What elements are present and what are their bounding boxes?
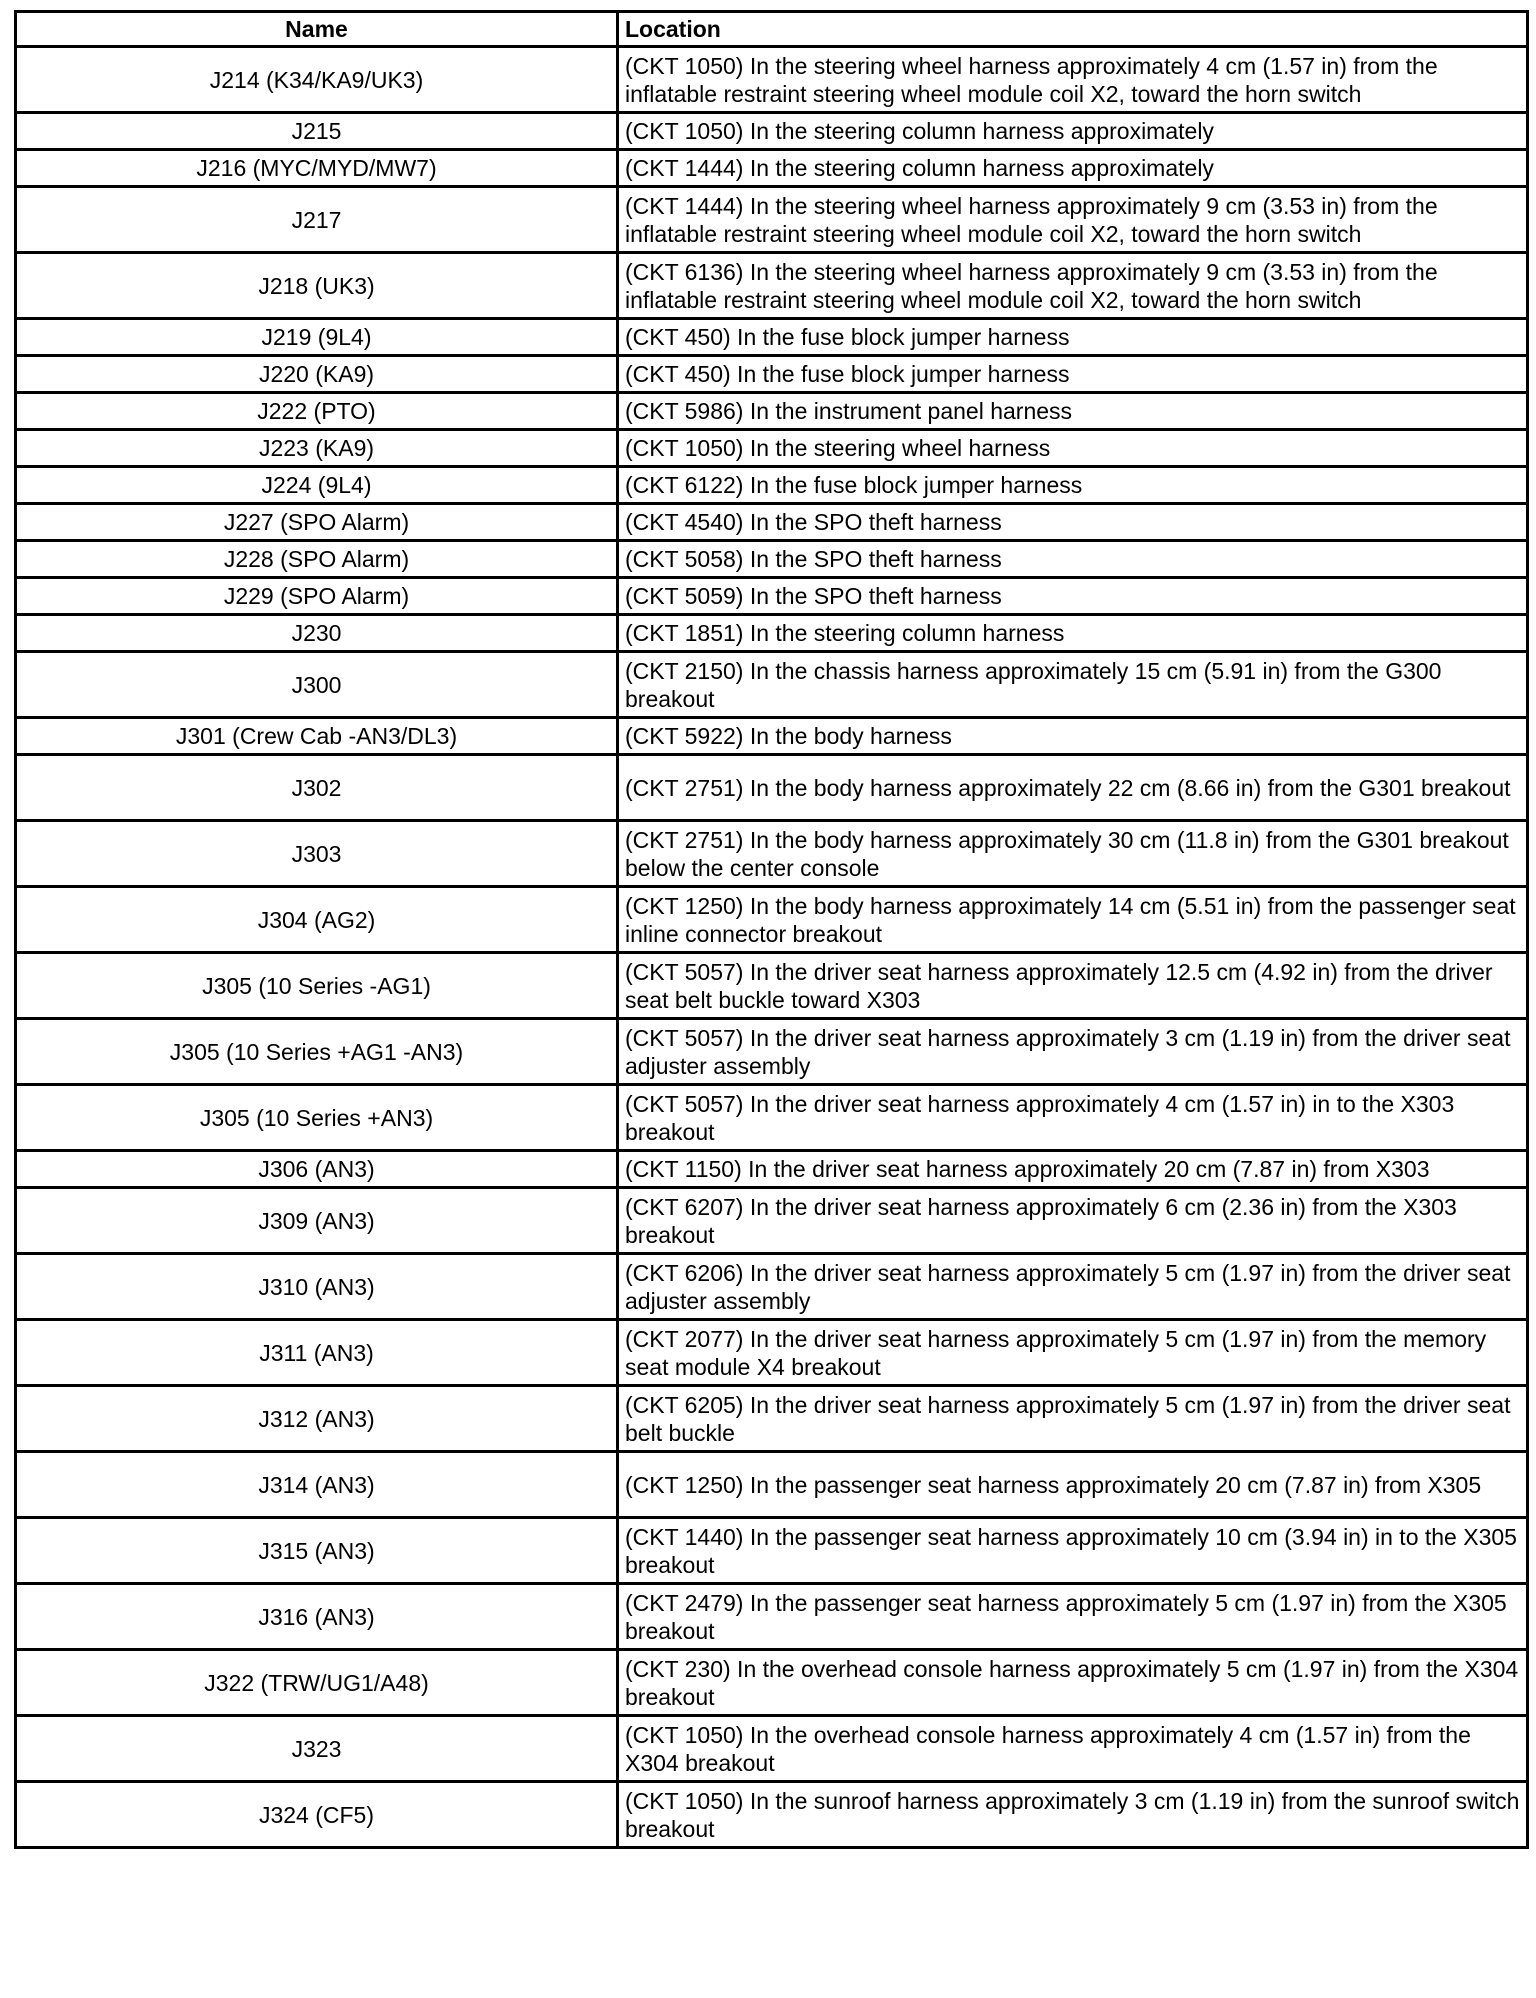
cell-name: J315 (AN3) <box>16 1518 618 1584</box>
cell-location: (CKT 5986) In the instrument panel harness <box>618 393 1528 430</box>
table-row <box>16 47 1528 113</box>
table-row <box>16 319 1528 356</box>
table-row <box>16 1650 1528 1716</box>
cell-location: (CKT 1444) In the steering wheel harness approximately 9 cm (3.53 in) from the inflatable restraint steering wheel module coil X2, toward the horn switch <box>618 187 1528 253</box>
cell-location: (CKT 5059) In the SPO theft harness <box>618 578 1528 615</box>
cell-name: J229 (SPO Alarm) <box>16 578 618 615</box>
table-row <box>16 755 1528 821</box>
table-row <box>16 1782 1528 1848</box>
cell-location: (CKT 4540) In the SPO theft harness <box>618 504 1528 541</box>
cell-location: (CKT 2150) In the chassis harness approximately 15 cm (5.91 in) from the G300 breakout <box>618 652 1528 718</box>
cell-name: J303 <box>16 821 618 887</box>
table-row <box>16 253 1528 319</box>
cell-location: (CKT 5057) In the driver seat harness approximately 3 cm (1.19 in) from the driver seat adjuster assembly <box>618 1019 1528 1085</box>
table-row <box>16 113 1528 150</box>
cell-name: J310 (AN3) <box>16 1254 618 1320</box>
cell-location: (CKT 1050) In the steering wheel harness approximately 4 cm (1.57 in) from the inflatable restraint steering wheel module coil X2, toward the horn switch <box>618 47 1528 113</box>
table-row <box>16 1518 1528 1584</box>
cell-name: J306 (AN3) <box>16 1151 618 1188</box>
table-row <box>16 1320 1528 1386</box>
cell-location: (CKT 6136) In the steering wheel harness approximately 9 cm (3.53 in) from the inflatable restraint steering wheel module coil X2, toward the horn switch <box>618 253 1528 319</box>
cell-location: (CKT 230) In the overhead console harness approximately 5 cm (1.97 in) from the X304 breakout <box>618 1650 1528 1716</box>
cell-location: (CKT 6206) In the driver seat harness approximately 5 cm (1.97 in) from the driver seat adjuster assembly <box>618 1254 1528 1320</box>
cell-location: (CKT 1050) In the sunroof harness approximately 3 cm (1.19 in) from the sunroof switch breakout <box>618 1782 1528 1848</box>
cell-location: (CKT 1150) In the driver seat harness approximately 20 cm (7.87 in) from X303 <box>618 1151 1528 1188</box>
cell-name: J218 (UK3) <box>16 253 618 319</box>
table-body <box>16 47 1528 1848</box>
cell-name: J230 <box>16 615 618 652</box>
cell-name: J305 (10 Series +AG1 -AN3) <box>16 1019 618 1085</box>
cell-name: J220 (KA9) <box>16 356 618 393</box>
cell-location: (CKT 2077) In the driver seat harness approximately 5 cm (1.97 in) from the memory seat module X4 breakout <box>618 1320 1528 1386</box>
cell-name: J305 (10 Series +AN3) <box>16 1085 618 1151</box>
cell-name: J223 (KA9) <box>16 430 618 467</box>
cell-location: (CKT 1851) In the steering column harness <box>618 615 1528 652</box>
table-row <box>16 541 1528 578</box>
table-row <box>16 1019 1528 1085</box>
cell-location: (CKT 6205) In the driver seat harness approximately 5 cm (1.97 in) from the driver seat belt buckle <box>618 1386 1528 1452</box>
cell-name: J322 (TRW/UG1/A48) <box>16 1650 618 1716</box>
table-row <box>16 1254 1528 1320</box>
cell-location: (CKT 5058) In the SPO theft harness <box>618 541 1528 578</box>
cell-name: J301 (Crew Cab -AN3/DL3) <box>16 718 618 755</box>
splice-location-table <box>14 10 1529 1849</box>
cell-location: (CKT 1444) In the steering column harness approximately <box>618 150 1528 187</box>
cell-location: (CKT 1050) In the steering wheel harness <box>618 430 1528 467</box>
table-row <box>16 393 1528 430</box>
table-row <box>16 821 1528 887</box>
table-row <box>16 150 1528 187</box>
cell-name: J316 (AN3) <box>16 1584 618 1650</box>
cell-location: (CKT 2751) In the body harness approximately 30 cm (11.8 in) from the G301 breakout below the center console <box>618 821 1528 887</box>
cell-name: J215 <box>16 113 618 150</box>
cell-name: J217 <box>16 187 618 253</box>
cell-name: J311 (AN3) <box>16 1320 618 1386</box>
cell-location: (CKT 450) In the fuse block jumper harness <box>618 319 1528 356</box>
cell-name: J314 (AN3) <box>16 1452 618 1518</box>
cell-location: (CKT 1250) In the passenger seat harness approximately 20 cm (7.87 in) from X305 <box>618 1452 1528 1518</box>
table-row <box>16 1386 1528 1452</box>
cell-location: (CKT 450) In the fuse block jumper harness <box>618 356 1528 393</box>
cell-location: (CKT 6207) In the driver seat harness approximately 6 cm (2.36 in) from the X303 breakout <box>618 1188 1528 1254</box>
cell-name: J227 (SPO Alarm) <box>16 504 618 541</box>
cell-name: J214 (K34/KA9/UK3) <box>16 47 618 113</box>
table-row <box>16 887 1528 953</box>
table-row <box>16 718 1528 755</box>
cell-name: J302 <box>16 755 618 821</box>
cell-location: (CKT 1050) In the overhead console harness approximately 4 cm (1.57 in) from the X304 breakout <box>618 1716 1528 1782</box>
cell-name: J323 <box>16 1716 618 1782</box>
cell-name: J300 <box>16 652 618 718</box>
cell-name: J222 (PTO) <box>16 393 618 430</box>
cell-name: J219 (9L4) <box>16 319 618 356</box>
table-row <box>16 1452 1528 1518</box>
cell-location: (CKT 2479) In the passenger seat harness approximately 5 cm (1.97 in) from the X305 breakout <box>618 1584 1528 1650</box>
table-row <box>16 1188 1528 1254</box>
table-row <box>16 504 1528 541</box>
cell-name: J304 (AG2) <box>16 887 618 953</box>
table-row <box>16 187 1528 253</box>
cell-location: (CKT 1440) In the passenger seat harness approximately 10 cm (3.94 in) in to the X305 breakout <box>618 1518 1528 1584</box>
column-header-name: Name <box>16 12 618 47</box>
table-row <box>16 356 1528 393</box>
cell-location: (CKT 1050) In the steering column harness approximately <box>618 113 1528 150</box>
table-row <box>16 1584 1528 1650</box>
cell-location: (CKT 5057) In the driver seat harness approximately 4 cm (1.57 in) in to the X303 breakout <box>618 1085 1528 1151</box>
table-row <box>16 578 1528 615</box>
column-header-location: Location <box>618 12 1528 47</box>
table-row <box>16 1716 1528 1782</box>
table-row <box>16 1085 1528 1151</box>
cell-location: (CKT 5057) In the driver seat harness approximately 12.5 cm (4.92 in) from the driver seat belt buckle toward X303 <box>618 953 1528 1019</box>
cell-name: J228 (SPO Alarm) <box>16 541 618 578</box>
table-row <box>16 652 1528 718</box>
table-row <box>16 953 1528 1019</box>
cell-location: (CKT 1250) In the body harness approximately 14 cm (5.51 in) from the passenger seat inline connector breakout <box>618 887 1528 953</box>
cell-name: J309 (AN3) <box>16 1188 618 1254</box>
table-row <box>16 430 1528 467</box>
cell-name: J216 (MYC/MYD/MW7) <box>16 150 618 187</box>
table-header-row <box>16 12 1528 47</box>
cell-name: J324 (CF5) <box>16 1782 618 1848</box>
table-row <box>16 467 1528 504</box>
table-row <box>16 1151 1528 1188</box>
table-row <box>16 615 1528 652</box>
cell-location: (CKT 5922) In the body harness <box>618 718 1528 755</box>
cell-name: J224 (9L4) <box>16 467 618 504</box>
cell-location: (CKT 6122) In the fuse block jumper harness <box>618 467 1528 504</box>
cell-name: J305 (10 Series -AG1) <box>16 953 618 1019</box>
cell-name: J312 (AN3) <box>16 1386 618 1452</box>
cell-location: (CKT 2751) In the body harness approximately 22 cm (8.66 in) from the G301 breakout <box>618 755 1528 821</box>
